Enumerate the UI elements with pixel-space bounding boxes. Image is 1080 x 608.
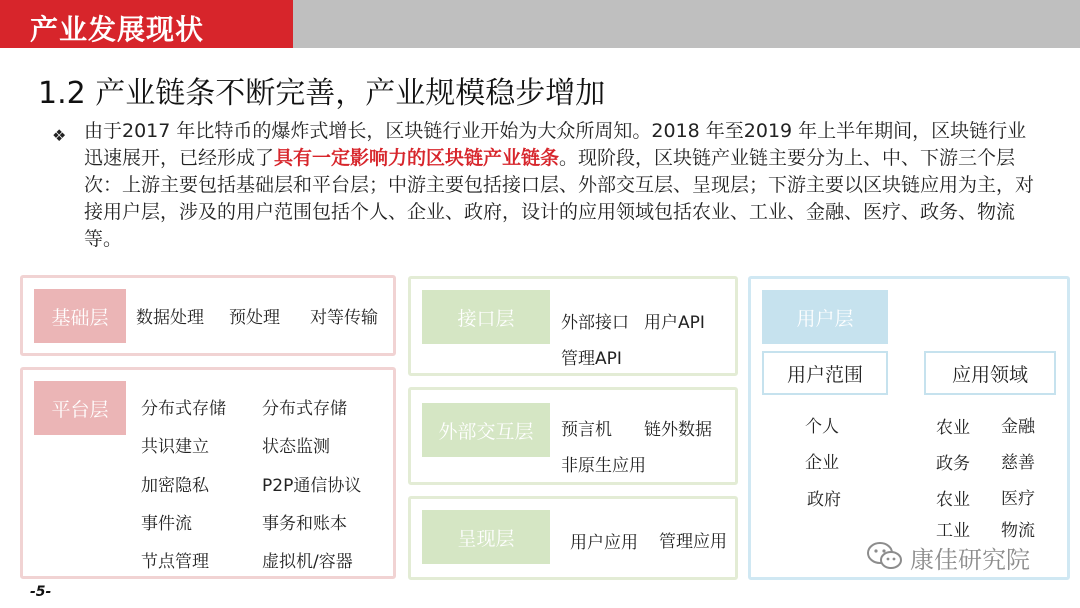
application-field-item: 金融 [1001,417,1035,437]
external-item: 预言机 [561,420,612,440]
platform-item: 事件流 [141,514,192,534]
interface-item: 用户API [644,313,705,333]
external-item: 链外数据 [644,420,712,440]
intro-text-after: 。现阶段，区块链产业链主要分为上、中、下游三个层次：上游主要包括基础层和平台层；中游主要包括接口层、外部交互层、呈现层；下游主要以区块链应用为主，对接用户层，涉及的用户范围包括个人、企业、政府，设计的应用领域包括农业、工业、金融、医疗、政务、物流等。 [84,147,1035,250]
basic-item: 预处理 [229,308,280,328]
interface-layer-tag: 接口层 [422,290,550,344]
platform-layer-tag: 平台层 [34,381,126,435]
application-field-item: 工业 [936,521,970,541]
platform-item: 状态监测 [262,437,330,457]
intro-highlight: 具有一定影响力的区块链产业链条 [274,147,560,169]
presentation-item: 用户应用 [570,533,638,553]
wechat-icon [866,541,904,575]
watermark-text: 康佳研究院 [910,546,1030,574]
basic-layer-tag: 基础层 [34,289,126,343]
user-range-item: 政府 [807,490,841,510]
page-number: -5- [30,584,52,600]
user-range-item: 个人 [805,417,839,437]
platform-item: 事务和账本 [262,514,347,534]
platform-item: 加密隐私 [141,476,209,496]
application-field-item: 慈善 [1001,453,1035,473]
intro-text-before: 由于2017 年比特币的爆炸式增长，区块链行业开始为大众所周知。2018 年至2019 年上半年期间，区块链行业迅速展开，已经形成了 [84,120,1027,169]
application-field-item: 农业 [936,490,970,510]
application-field-item: 农业 [936,418,970,438]
page-subtitle: 1.2 产业链条不断完善，产业规模稳步增加 [38,76,606,111]
watermark [866,540,1030,575]
user-layer-tag: 用户层 [762,290,888,344]
header-title: 产业发展现状 [30,13,205,46]
platform-item: 分布式存储 [141,399,226,419]
user-range-box: 用户范围 [762,351,888,395]
external-layer-tag: 外部交互层 [422,403,550,457]
platform-item: P2P通信协议 [262,476,362,496]
bullet-icon: ❖ [52,126,67,145]
intro-paragraph [84,118,1044,253]
presentation-item: 管理应用 [659,532,727,552]
platform-item: 分布式存储 [262,399,347,419]
interface-item: 管理API [561,349,622,369]
external-item: 非原生应用 [561,456,646,476]
application-field-item: 政务 [936,454,970,474]
platform-item: 虚拟机/容器 [262,552,353,572]
platform-item: 节点管理 [141,552,209,572]
header-title-block [0,0,293,48]
basic-item: 对等传输 [310,308,378,328]
application-field-item: 医疗 [1001,489,1035,509]
user-range-item: 企业 [805,453,839,473]
application-field-item: 物流 [1001,521,1035,541]
interface-item: 外部接口 [561,313,629,333]
platform-item: 共识建立 [141,437,209,457]
basic-item: 数据处理 [136,308,204,328]
presentation-layer-tag: 呈现层 [422,510,550,564]
application-field-box: 应用领域 [924,351,1056,395]
